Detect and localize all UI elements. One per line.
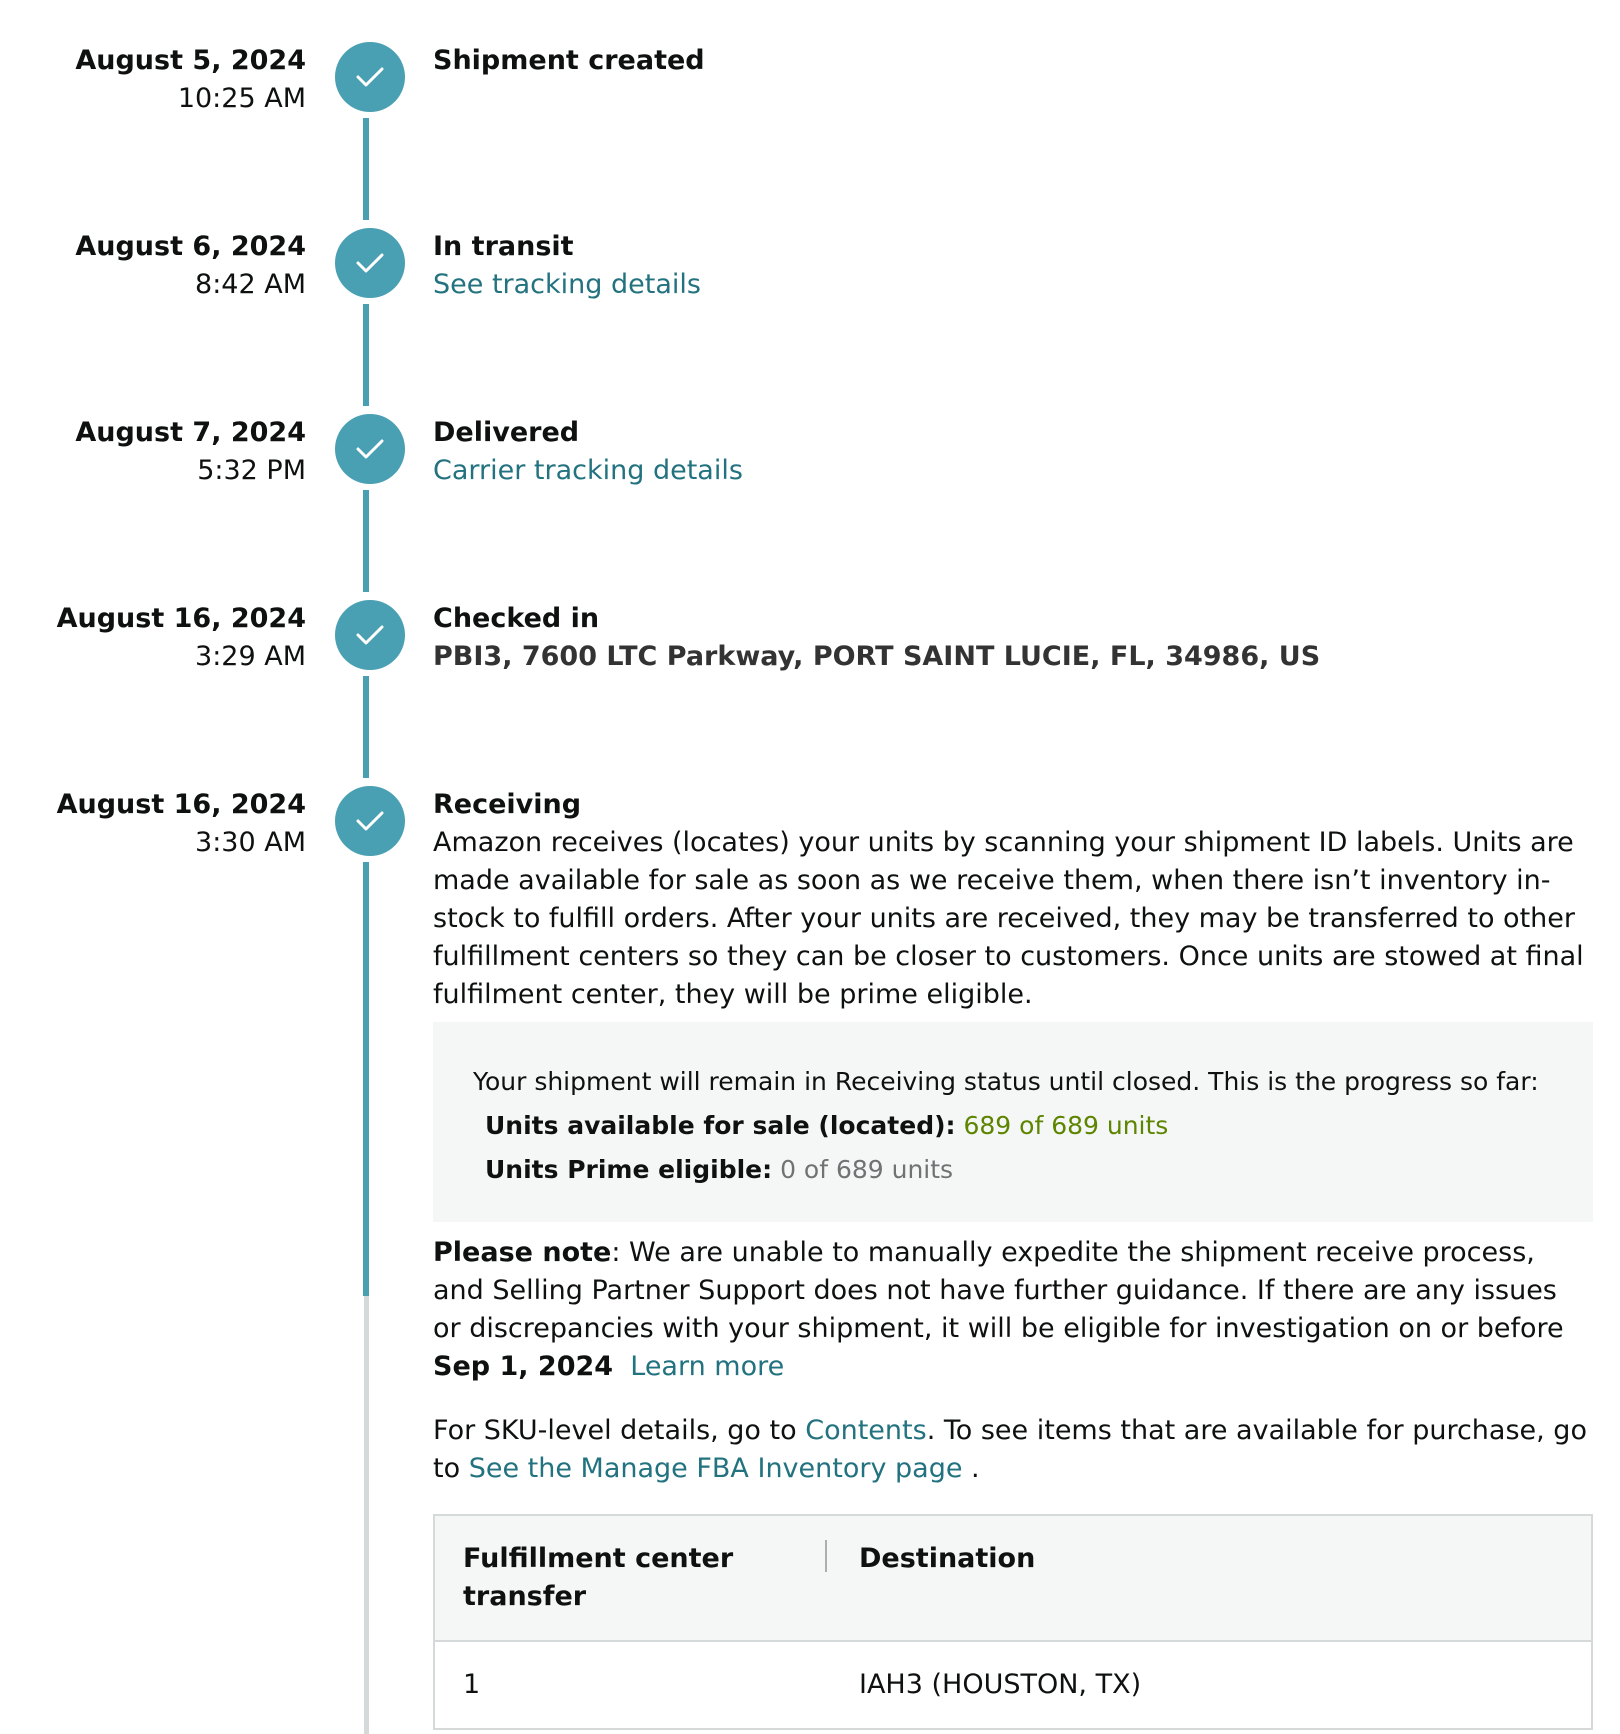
event-title: Delivered [433, 417, 580, 448]
units-prime-value: 0 of 689 units [780, 1155, 954, 1184]
event-datetime [57, 600, 306, 676]
event-title: Checked in [433, 603, 600, 634]
event-time: 5:32 PM [197, 455, 306, 486]
fulfillment-center-address: PBI3, 7600 LTC Parkway, PORT SAINT LUCIE, FL, 34986, US [433, 641, 1321, 672]
timeline-connector [363, 862, 369, 1296]
timeline-connector [363, 490, 369, 592]
event-datetime [75, 42, 306, 118]
see-tracking-details-link[interactable]: See tracking details [433, 269, 701, 300]
event-time: 8:42 AM [195, 269, 306, 300]
investigation-date: Sep 1, 2024 [433, 1351, 614, 1382]
please-note [433, 1234, 1593, 1386]
manage-fba-inventory-link[interactable]: See the Manage FBA Inventory page [468, 1453, 963, 1484]
check-circle-icon [335, 42, 405, 112]
sku-middle: . To see items that are available for purchase, go to [433, 1415, 1587, 1484]
note-label: Please note [433, 1237, 612, 1268]
event-date: August 7, 2024 [75, 417, 306, 448]
table-row [434, 1641, 1592, 1729]
units-available-value: 689 of 689 units [963, 1111, 1169, 1140]
event-time: 3:30 AM [195, 827, 306, 858]
units-available-label: Units available for sale (located): [485, 1111, 956, 1140]
carrier-tracking-details-link[interactable]: Carrier tracking details [433, 455, 743, 486]
check-circle-icon [335, 228, 405, 298]
event-datetime [57, 786, 306, 862]
column-divider [825, 1540, 827, 1572]
event-date: August 6, 2024 [75, 231, 306, 262]
event-date: August 16, 2024 [56, 789, 306, 820]
receiving-progress-panel [433, 1022, 1593, 1222]
timeline-connector-pending [364, 1296, 369, 1734]
contents-link[interactable]: Contents [805, 1415, 927, 1446]
column-header-destination [827, 1515, 1592, 1641]
table-header-row [434, 1515, 1592, 1641]
cell-destination: IAH3 (HOUSTON, TX) [859, 1669, 1142, 1700]
check-circle-icon [335, 414, 405, 484]
event-date: August 16, 2024 [56, 603, 306, 634]
event-time: 10:25 AM [177, 83, 306, 114]
event-date: August 5, 2024 [75, 45, 306, 76]
event-datetime [75, 228, 306, 304]
event-time: 3:29 AM [195, 641, 306, 672]
event-datetime [75, 414, 306, 490]
note-text: : We are unable to manually expedite the shipment receive process, and Selling Partner Support does not have further guidance. If there are any issues or discrepancies with your shipment, it will be eligible for investigation on or before [433, 1237, 1564, 1344]
timeline-connector [363, 304, 369, 406]
sku-suffix: . [962, 1453, 980, 1484]
cell-transfer: 1 [463, 1669, 481, 1700]
receiving-description: Amazon receives (locates) your units by scanning your shipment ID labels. Units are made available for sale as soon as we receive them, when there isn’t inventory in-stock to fulfill orders. After your units are received, they may be transferred to other fulfillment centers so they can be closer to customers. Once units are stowed at final fulfilment center, they will be prime eligible. [433, 827, 1584, 1010]
sku-prefix: For SKU-level details, go to [433, 1415, 806, 1446]
units-prime-label: Units Prime eligible: [485, 1155, 773, 1184]
learn-more-link[interactable]: Learn more [630, 1351, 785, 1382]
column-header-destination-label: Destination [859, 1543, 1036, 1574]
units-prime-row [473, 1148, 1553, 1192]
event-title: Receiving [433, 789, 582, 820]
column-header-transfer: Fulfillment center transfer [434, 1515, 827, 1641]
timeline-connector [363, 118, 369, 220]
units-available-row [473, 1104, 1553, 1148]
sku-details-text [433, 1412, 1593, 1488]
timeline-connector [363, 676, 369, 778]
progress-intro: Your shipment will remain in Receiving status until closed. This is the progress so far: [473, 1067, 1539, 1096]
event-title: In transit [433, 231, 574, 262]
event-title: Shipment created [433, 45, 705, 76]
check-circle-icon [335, 600, 405, 670]
check-circle-icon [335, 786, 405, 856]
fulfillment-transfer-table [433, 1514, 1593, 1730]
